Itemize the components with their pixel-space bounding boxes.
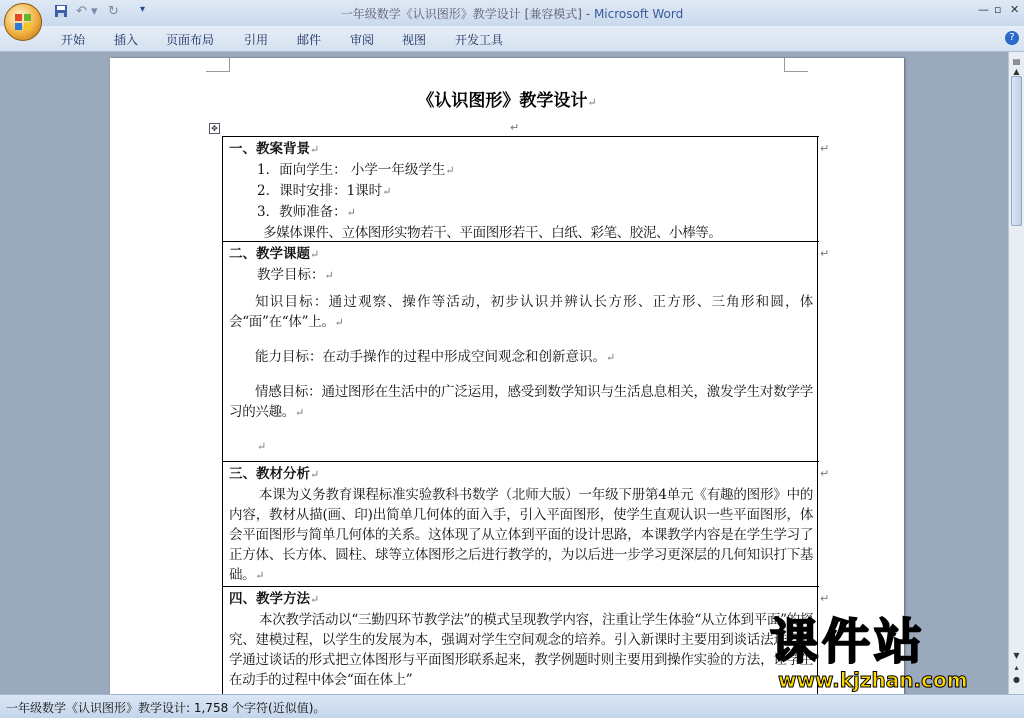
objective-knowledge: 知识目标：通过观察、操作等活动，初步认识并辨认长方形、正方形、三角形和圆，体会“面”在“体”上。↵ <box>229 294 813 330</box>
tab-insert[interactable]: 插入 <box>114 33 139 47</box>
section-title: 二、教学课题 <box>229 246 310 262</box>
scroll-up-icon[interactable]: ▲ <box>1013 67 1020 76</box>
watermark-logo <box>770 616 1008 694</box>
crop-mark <box>784 58 808 72</box>
scrollbar-thumb[interactable] <box>1011 76 1022 226</box>
select-browse-object-icon[interactable]: ● <box>1013 675 1020 684</box>
office-logo-icon <box>14 13 32 31</box>
title-separator: - <box>585 7 591 21</box>
teaching-method-text: 本次教学活动以“三勤四环节教学法”的模式呈现教学内容，注重让学生体验“从立体到平面”的探究、建模过程，以学生的发展为本，强调对学生空间观念的培养。引入新课时主要用到谈话法进行教学通过谈话的形式把立体图形与平面图形联系起来，教学例题时则主要用到操作实验的方法，让学生在动手的过程中体会“面在体上” <box>229 612 813 688</box>
paragraph-mark: ↵ <box>510 121 520 134</box>
list-item: 3．教师准备：↵ <box>257 204 356 220</box>
restore-icon[interactable]: ▫ <box>994 3 1002 16</box>
tab-references[interactable]: 引用 <box>244 33 269 47</box>
redo-icon[interactable]: ↻ <box>108 4 119 19</box>
table-row[interactable]: 三、教材分析↵ 本课为义务教育课程标准实验教科书数学（北师大版）一年级下册第4单元《有趣的图形》中的内容，教材从描(画、印)出简单几何体的面入手，引入平面图形，使学生直观认识一些平面图形，体会平面图形与简单几何体的关系。这体现了从立体到平面的设计思路，本课教学内容是在学生学习了正方体、长方体、圆柱、球等立体图形之后进行教学的，为以后进一步学习更深层的几何知识打下基础。↵ <box>223 461 819 586</box>
ruler-toggle-icon[interactable]: ▤ <box>1012 57 1021 66</box>
title-bar <box>0 0 1024 26</box>
objective-emotion: 情感目标：通过图形在生活中的广泛运用，感受到数学知识与生活息息相关，激发学生对数学学习的兴趣。↵ <box>229 384 813 420</box>
minimize-icon[interactable]: — <box>978 3 989 16</box>
objective-ability: 能力目标：在动手操作的过程中形成空间观念和创新意识。↵ <box>255 349 616 365</box>
material-analysis-text: 本课为义务教育课程标准实验教科书数学（北师大版）一年级下册第4单元《有趣的图形》中的内容，教材从描(画、印)出简单几何体的面入手，引入平面图形，使学生直观认识一些平面图形，体会平面图形与简单几何体的关系。这体现了从立体到平面的设计思路，本课教学内容是在学生学习了正方体、长方体、圆柱、球等立体图形之后进行教学的，为以后进一步学习更深层的几何知识打下基础。↵ <box>229 487 813 583</box>
scroll-down-icon[interactable]: ▼ <box>1013 651 1020 660</box>
status-bar <box>0 694 1024 718</box>
table-move-handle-icon[interactable]: ✥ <box>209 123 220 134</box>
section-title: 三、教材分析 <box>229 466 310 482</box>
ribbon-tabs <box>0 26 1024 52</box>
table-row[interactable]: 二、教学课题↵ 教学目标：↵ 知识目标：通过观察、操作等活动，初步认识并辨认长方形、正方形、三角形和圆，体会“面”在“体”上。↵ 能力目标：在动手操作的过程中形成空间观念和创新意识。↵ 情感目标：通过图形在生活中的广泛运用，感受到数学知识与生活息息相关，激发学生对数学学习的兴趣。↵ ↵ <box>223 241 819 461</box>
close-icon[interactable]: ✕ <box>1010 3 1020 16</box>
vertical-scrollbar[interactable] <box>1008 52 1024 694</box>
help-icon[interactable]: ? <box>1005 31 1019 45</box>
row-end-mark: ↵ <box>820 467 830 480</box>
customize-quick-access-icon[interactable]: ▾ <box>140 4 146 15</box>
lesson-table <box>222 136 818 694</box>
row-end-mark: ↵ <box>820 247 830 260</box>
paragraph-mark: ↵ <box>257 440 267 453</box>
list-item: 2．课时安排：1课时↵ <box>257 183 392 199</box>
word-count-status[interactable]: 一年级数学《认识图形》教学设计: 1,758 个字符(近似值)。 <box>6 701 326 715</box>
row-end-mark: ↵ <box>820 142 830 155</box>
crop-mark <box>206 58 230 72</box>
tab-mailings[interactable]: 邮件 <box>297 33 322 47</box>
table-row[interactable]: 四、教学方法↵ 本次教学活动以“三勤四环节教学法”的模式呈现教学内容，注重让学生体验“从立体到平面”的探究、建模过程，以学生的发展为本，强调对学生空间观念的培养。引入新课时主要用到谈话法进行教学通过谈话的形式把立体图形与平面图形联系起来，教学例题时则主要用到操作实验的方法，让学生在动手的过程中体会“面在体上” <box>223 586 819 694</box>
tab-review[interactable]: 审阅 <box>350 33 375 47</box>
document-workspace <box>0 52 1008 694</box>
list-item: 1．面向学生： 小学一年级学生↵ <box>257 162 455 178</box>
section-title: 四、教学方法 <box>229 591 310 607</box>
objective-label: 教学目标：↵ <box>257 267 334 283</box>
tab-developer[interactable]: 开发工具 <box>455 33 504 47</box>
tab-page-layout[interactable]: 页面布局 <box>166 33 215 47</box>
previous-page-icon[interactable]: ▴ <box>1014 663 1019 672</box>
section-title: 一、教案背景 <box>229 141 310 157</box>
watermark-url: www.kjzhan.com <box>778 668 968 692</box>
document-page[interactable] <box>110 58 904 694</box>
office-button[interactable] <box>4 3 42 41</box>
document-heading: 《认识图形》教学设计↵ <box>417 91 597 111</box>
table-row[interactable]: 一、教案背景↵ 1．面向学生： 小学一年级学生↵ 2．课时安排：1课时↵ 3．教师准备：↵ 多媒体课件、立体图形实物若干、平面图形若干、白纸、彩笔、胶泥、小棒等。 <box>223 136 819 241</box>
window-title <box>0 5 1024 22</box>
materials-text: 多媒体课件、立体图形实物若干、平面图形若干、白纸、彩笔、胶泥、小棒等。 <box>263 225 722 241</box>
app-name: Microsoft Word <box>593 7 684 21</box>
tab-home[interactable]: 开始 <box>61 33 86 47</box>
tab-view[interactable]: 视图 <box>402 33 427 47</box>
heading-text: 《认识图形》教学设计 <box>417 91 588 111</box>
undo-icon[interactable]: ↶ ▾ <box>76 4 98 19</box>
watermark-title: 课件站 <box>770 614 927 670</box>
document-name: 一年级数学《认识图形》教学设计 [兼容模式] <box>340 7 582 21</box>
row-end-mark: ↵ <box>820 592 830 605</box>
